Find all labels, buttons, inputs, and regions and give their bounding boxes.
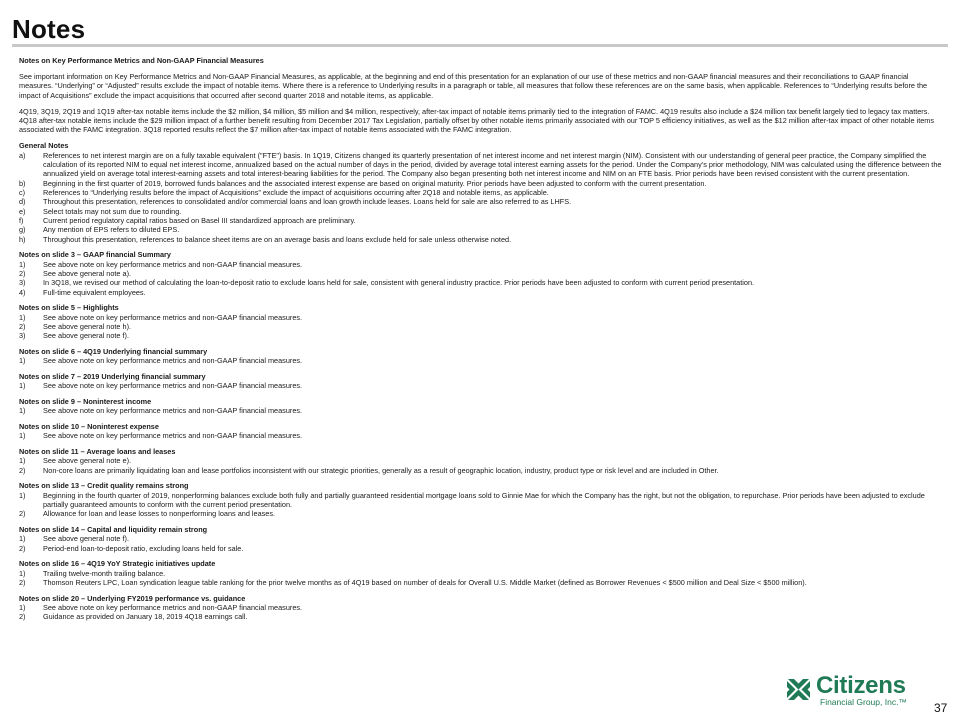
note-marker: 3) (19, 278, 26, 288)
notes-section (19, 422, 944, 441)
note-text: In 3Q18, we revised our method of calculating the loan-to-deposit ratio to exclude loans held for sale, consistent with general industry practice. Prior periods have been adjusted to conform with current period presentation. (43, 278, 755, 288)
note-marker: f) (19, 215, 24, 225)
note-marker: 1) (19, 490, 26, 500)
note-marker: 2) (19, 465, 26, 475)
note-text: See above note on key performance metrics and non-GAAP financial measures. (43, 259, 303, 269)
note-marker: h) (19, 234, 26, 244)
note-item (19, 179, 944, 188)
note-item (19, 356, 944, 365)
intro-paragraph: See important information on Key Performance Metrics and Non-GAAP Financial Measures, as applicable, at the beginning and end of this presentation for an explanation of our use of these metrics and non-GAAP financial measures and their reconciliations to GAAP financial measures. “Underlying” or “Adjusted” results exclude the impact of notable items. Where there is a reference to Underlying results in a paragraph or table, all measures that follow these references are on the same basis, when applicable. References to “Underlying results before the impact of Acquisitions” exclude the impact acquisitions that occurred after second quarter 2018 and notable items, as applicable. (19, 71, 928, 100)
note-item (19, 603, 944, 612)
notes-section (19, 372, 944, 391)
note-item (19, 278, 944, 287)
note-marker: g) (19, 225, 26, 235)
note-marker: 2) (19, 612, 26, 622)
note-item (19, 288, 944, 297)
section-heading: Notes on slide 20 – Underlying FY2019 performance vs. guidance (19, 593, 246, 603)
note-text: References to net interest margin are on a fully taxable equivalent ("FTE") basis. In 1Q19, Citizens changed its quarterly presentation of net interest income and net interest margin (NIM). Consistent with our understanding of general peer practice, the Company simplified the calculation of its reported NIM to equal net interest income, annualized based on the actual number of days in the period, divided by average total interest earning assets for the period. Under the Company’s prior methodology, NIM was calculated using the difference between the annualized yield on average total interest-earning assets and total interest-bearing liabilities for the period. The Company also began presenting both net interest income and NIM on an FTE basis. Prior periods have been revised consistent with the current presentation. (43, 150, 942, 179)
note-item (19, 544, 944, 553)
note-item (19, 381, 944, 390)
note-marker: 1) (19, 431, 26, 441)
notes-section (19, 525, 944, 553)
note-text: See above general note f). (43, 534, 130, 544)
note-marker: 1) (19, 259, 26, 269)
note-text: See above note on key performance metrics and non-GAAP financial measures. (43, 356, 303, 366)
note-text: Thomson Reuters LPC, Loan syndication league table ranking for the prior twelve months as of 4Q19 based on number of deals for Overall U.S. Middle Market (defined as Borrower Revenues < $500 million and Deal Size < $500 million). (43, 577, 807, 587)
note-item (19, 456, 944, 465)
note-text: Non-core loans are primarily liquidating loan and lease portfolios inconsistent with our strategic priorities, generally as a result of geographic location, industry, product type or risk level and are included in Other. (43, 465, 719, 475)
note-item (19, 406, 944, 415)
note-marker: 1) (19, 406, 26, 416)
note-text: See above general note a). (43, 268, 132, 278)
note-marker: 1) (19, 381, 26, 391)
section-heading: Notes on slide 14 – Capital and liquidity remain strong (19, 524, 208, 534)
note-item (19, 225, 944, 234)
note-marker: 1) (19, 568, 26, 578)
section-heading: Notes on slide 9 – Noninterest income (19, 396, 152, 406)
note-marker: e) (19, 206, 26, 216)
note-text: Allowance for loan and lease losses to nonperforming loans and leases. (43, 509, 276, 519)
note-item (19, 569, 944, 578)
note-item (19, 188, 944, 197)
intro-paragraph: 4Q19, 3Q19, 2Q19 and 1Q19 after-tax notable items include the $2 million, $4 million, $5 million and $4 million, respectively, after-tax impact of notable items primarily tied to the integration of FAMC. 4Q19 results also include a $24 million tax benefit largely tied to legacy tax matters. 4Q18 after-tax notable items include the $29 million impact of a further benefit resulting from December 2017 Tax Legislation, partially offset by other notable items primarily associated with our TOP 5 efficiency initiatives, as well as the $12 million after-tax impact of other notable items associated with the FAMC integration. 3Q18 reported results reflect the $7 million after-tax impact of notable items associated with the FAMC integration. (19, 106, 935, 135)
note-text: Guidance as provided on January 18, 2019 4Q18 earnings call. (43, 612, 248, 622)
note-text: Throughout this presentation, references to consolidated and/or commercial loans and loan growth include leases. Loans held for sale are also referred to as LHFS. (43, 197, 572, 207)
notes-sections (19, 141, 944, 621)
citizens-logo (786, 672, 907, 710)
page-number: 37 (934, 701, 948, 715)
note-text: See above note on key performance metrics and non-GAAP financial measures. (43, 602, 303, 612)
logo-name: Citizens (816, 672, 906, 699)
note-marker: 3) (19, 331, 26, 341)
note-marker: c) (19, 187, 26, 197)
note-item (19, 260, 944, 269)
note-text: Period-end loan-to-deposit ratio, excluding loans held for sale. (43, 543, 244, 553)
section-heading: Notes on slide 11 – Average loans and leases (19, 446, 176, 456)
note-item (19, 216, 944, 225)
note-marker: 2) (19, 577, 26, 587)
section-heading: Notes on slide 7 – 2019 Underlying financial summary (19, 371, 206, 381)
section-heading: Notes on slide 3 – GAAP financial Summary (19, 250, 171, 260)
note-item (19, 431, 944, 440)
note-text: See above general note h). (43, 321, 132, 331)
note-item (19, 491, 944, 510)
section-heading: General Notes (19, 141, 69, 151)
note-marker: a) (19, 150, 26, 160)
notes-section (19, 447, 944, 475)
notes-section (19, 559, 944, 587)
intro-heading: Notes on Key Performance Metrics and Non-GAAP Financial Measures (19, 56, 264, 65)
note-text: Full-time equivalent employees. (43, 287, 146, 297)
notes-section (19, 303, 944, 340)
note-marker: 1) (19, 356, 26, 366)
notes-section (19, 250, 944, 297)
note-item (19, 578, 944, 587)
notes-section (19, 594, 944, 622)
note-item (19, 466, 944, 475)
note-text: See above general note e). (43, 456, 132, 466)
note-text: Trailing twelve-month trailing balance. (43, 568, 166, 578)
note-marker: 1) (19, 456, 26, 466)
note-text: References to “Underlying results before the impact of Acquisitions” exclude the impact of acquisitions occurring after 2Q18 and notable items, as applicable. (43, 187, 549, 197)
notes-section (19, 347, 944, 366)
note-text: Beginning in the first quarter of 2019, borrowed funds balances and the associated interest expense are based on original maturity. Prior periods have been adjusted to conform with the current presentation. (43, 178, 707, 188)
note-item (19, 235, 944, 244)
note-text: Any mention of EPS refers to diluted EPS. (43, 225, 180, 235)
note-marker: 2) (19, 321, 26, 331)
logo-subtitle: Financial Group, Inc.™ (820, 697, 907, 707)
note-marker: 1) (19, 602, 26, 612)
note-text: See above note on key performance metrics and non-GAAP financial measures. (43, 406, 303, 416)
note-item (19, 207, 944, 216)
note-marker: b) (19, 178, 26, 188)
notes-section (19, 141, 944, 244)
note-text: See above note on key performance metrics and non-GAAP financial measures. (43, 431, 303, 441)
title-divider (12, 44, 948, 47)
citizens-logo-mark-icon (786, 677, 811, 702)
note-item (19, 197, 944, 206)
notes-section (19, 481, 944, 518)
section-heading: Notes on slide 10 – Noninterest expense (19, 421, 159, 431)
notes-section (19, 397, 944, 416)
note-item (19, 151, 944, 179)
note-text: Current period regulatory capital ratios based on Basel III standardized approach are preliminary. (43, 215, 356, 225)
section-heading: Notes on slide 5 – Highlights (19, 303, 119, 313)
note-marker: 2) (19, 268, 26, 278)
note-item (19, 509, 944, 518)
note-item (19, 534, 944, 543)
section-heading: Notes on slide 16 – 4Q19 YoY Strategic initiatives update (19, 559, 216, 569)
note-item (19, 269, 944, 278)
note-text: See above note on key performance metrics and non-GAAP financial measures. (43, 312, 303, 322)
note-marker: 2) (19, 543, 26, 553)
page-title: Notes (12, 14, 86, 44)
notes-content (19, 56, 944, 628)
note-item (19, 322, 944, 331)
note-marker: 2) (19, 509, 26, 519)
note-text: Beginning in the fourth quarter of 2019, nonperforming balances exclude both fully and partially guaranteed residential mortgage loans sold to Ginnie Mae for which the Company has the right, but not the obligation, to repurchase. Prior periods have been adjusted to exclude partially guaranteed amounts to conform with the current period presentation. (43, 490, 925, 509)
note-text: See above note on key performance metrics and non-GAAP financial measures. (43, 381, 303, 391)
note-marker: d) (19, 197, 26, 207)
section-heading: Notes on slide 6 – 4Q19 Underlying financial summary (19, 346, 208, 356)
note-item (19, 331, 944, 340)
note-text: See above general note f). (43, 331, 130, 341)
note-text: Throughout this presentation, references to balance sheet items are on an average basis and loans exclude held for sale unless otherwise noted. (43, 234, 512, 244)
section-heading: Notes on slide 13 – Credit quality remains strong (19, 481, 189, 491)
note-marker: 4) (19, 287, 26, 297)
note-item (19, 612, 944, 621)
note-item (19, 313, 944, 322)
note-marker: 1) (19, 534, 26, 544)
note-marker: 1) (19, 312, 26, 322)
note-text: Select totals may not sum due to rounding. (43, 206, 182, 216)
